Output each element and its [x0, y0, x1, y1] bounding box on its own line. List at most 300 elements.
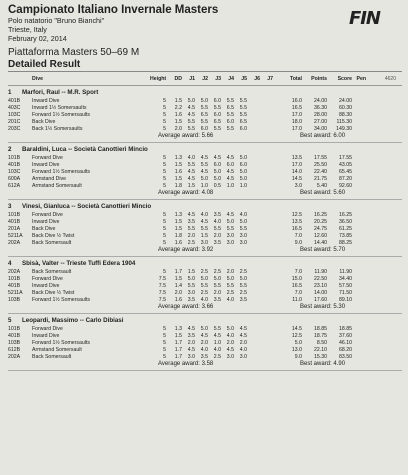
judge-score: 3.0: [226, 240, 234, 246]
judge-score: [247, 183, 260, 190]
judge-score: 5.0: [187, 276, 195, 282]
dive-penalty: [352, 340, 366, 347]
championship-title: Campionato Italiano Invernale Masters: [8, 4, 219, 16]
average-award-label: Average award:: [158, 190, 202, 196]
dive-description: Inward Dive: [32, 162, 60, 168]
judge-score: [260, 283, 273, 290]
dive-points: 20.25: [314, 219, 327, 225]
dive-dd: 1.5: [174, 276, 182, 282]
average-award: [158, 304, 213, 310]
judge-score: [260, 126, 273, 133]
dive-code: 203C: [8, 126, 21, 132]
dive-row: [8, 240, 402, 247]
dive-dd: 2.2: [174, 105, 182, 111]
col-j6: J6: [254, 76, 260, 82]
athlete-header: [8, 259, 402, 269]
dive-points: 34.00: [314, 126, 327, 132]
dive-points: 24.00: [314, 98, 327, 104]
judge-score: [260, 98, 273, 105]
judge-score: [260, 112, 273, 119]
dive-total: 7.0: [294, 290, 302, 296]
dive-total: 14.5: [291, 176, 302, 182]
dive-description: Armstand Dive: [32, 176, 67, 182]
divider: [8, 71, 402, 72]
average-award: [158, 190, 213, 196]
dive-row: [8, 340, 402, 347]
judge-score: 5.5: [213, 126, 221, 132]
dive-row: [8, 297, 402, 304]
judge-score: 3.5: [187, 333, 195, 339]
judge-score: [247, 212, 260, 219]
dive-description: Inward Dive: [32, 98, 60, 104]
dive-height: 7.5: [158, 297, 166, 303]
dive-dd: 1.5: [174, 98, 182, 104]
athlete-rank: 1: [8, 89, 12, 96]
average-award-value: 3.92: [201, 247, 214, 253]
judge-score: [260, 105, 273, 112]
dive-height: 5: [163, 169, 166, 175]
average-award-value: 3.66: [201, 304, 214, 310]
best-award: [300, 247, 345, 253]
dive-row: [8, 162, 402, 169]
dive-total: 14.5: [291, 326, 302, 332]
dive-points: 21.75: [314, 176, 327, 182]
best-award-value: 5.30: [333, 304, 346, 310]
best-award-value: 5.60: [333, 190, 346, 196]
col-blank: [8, 74, 32, 85]
header: [8, 4, 402, 43]
dive-dd: 1.5: [174, 333, 182, 339]
dive-description: Inward Dive: [32, 333, 60, 339]
dive-total: 12.5: [291, 333, 302, 339]
judge-score: 3.0: [187, 354, 195, 360]
dive-total: 17.0: [291, 162, 302, 168]
judge-score: 2.5: [226, 290, 234, 296]
dive-penalty: [352, 155, 366, 162]
dive-code: 401B: [8, 162, 21, 168]
best-award: [300, 361, 345, 367]
judge-score: [260, 290, 273, 297]
dive-dd: 1.4: [174, 283, 182, 289]
judge-score: 3.5: [239, 297, 247, 303]
dive-penalty: [352, 119, 366, 126]
dive-total: 5.0: [294, 340, 302, 346]
dive-height: 5: [163, 155, 166, 161]
dive-penalty: [352, 126, 366, 133]
dive-penalty: [352, 326, 366, 333]
col-j7: J7: [267, 76, 273, 82]
best-award-value: 4.90: [333, 361, 346, 367]
dive-row: [8, 226, 402, 233]
judge-score: 5.5: [200, 283, 208, 289]
judge-score: 5.5: [226, 283, 234, 289]
dive-penalty: [352, 219, 366, 226]
judge-score: 4.5: [226, 155, 234, 161]
dive-dd: 1.3: [174, 326, 182, 332]
dive-score: 34.40: [339, 276, 352, 282]
judge-score: 2.5: [187, 240, 195, 246]
dive-dd: 1.7: [174, 354, 182, 360]
average-award-label: Average award:: [158, 133, 202, 139]
judge-score: 3.0: [187, 290, 195, 296]
col-score: Score: [337, 76, 352, 82]
dive-description: Back Somersault: [32, 354, 72, 360]
judge-score: 2.0: [187, 233, 195, 239]
judge-score: [260, 233, 273, 240]
dive-dd: 1.6: [174, 169, 182, 175]
dive-points: 22.50: [314, 276, 327, 282]
dive-points: 12.60: [314, 233, 327, 239]
dive-height: 5: [163, 105, 166, 111]
dive-code: 5211A: [8, 233, 23, 239]
dive-points: 27.00: [314, 119, 327, 125]
dive-row: [8, 276, 402, 283]
dive-height: 5: [163, 183, 166, 189]
dive-score: 83.50: [339, 354, 352, 360]
dive-points: 14.00: [314, 290, 327, 296]
dive-score: 89.10: [339, 297, 352, 303]
dive-total: 15.0: [291, 276, 302, 282]
judge-score: [260, 276, 273, 283]
best-award-value: 6.00: [333, 133, 346, 139]
judge-score: [260, 340, 273, 347]
dive-score: 88.25: [339, 240, 352, 246]
best-award-value: 5.70: [333, 247, 346, 253]
judge-score: 4.5: [187, 347, 195, 353]
dive-total: 13.5: [291, 219, 302, 225]
dive-height: 5: [163, 347, 166, 353]
judge-score: [260, 347, 273, 354]
athlete-summary: [8, 304, 402, 314]
dive-points: 14.40: [314, 240, 327, 246]
dive-total: 7.0: [294, 269, 302, 275]
judge-score: 4.5: [187, 212, 195, 218]
athlete-rank: 4: [8, 260, 12, 267]
judge-score: [260, 183, 273, 190]
judge-score: 4.5: [239, 333, 247, 339]
average-award-value: 3.58: [201, 361, 214, 367]
judge-score: [260, 226, 273, 233]
date: February 02, 2014: [8, 34, 67, 43]
dive-penalty: [352, 240, 366, 247]
judge-score: 3.5: [213, 297, 221, 303]
judge-score: 5.5: [187, 226, 195, 232]
judge-score: [247, 105, 260, 112]
judge-score: 2.5: [200, 269, 208, 275]
dive-height: 5: [163, 126, 166, 132]
judge-score: 5.0: [226, 219, 234, 225]
dive-total: 16.0: [291, 98, 302, 104]
judge-score: 5.5: [226, 126, 234, 132]
dive-height: 5: [163, 98, 166, 104]
judge-score: 4.5: [226, 212, 234, 218]
dive-score: 37.60: [339, 333, 352, 339]
dive-code: 612B: [8, 347, 21, 353]
judge-score: 3.5: [213, 240, 221, 246]
judge-score: [260, 297, 273, 304]
dive-description: Forward Dive: [32, 276, 63, 282]
dive-total: 13.5: [291, 155, 302, 161]
dive-description: Back Somersault: [32, 240, 72, 246]
judge-score: 6.0: [226, 119, 234, 125]
judge-score: [260, 212, 273, 219]
judge-score: [247, 162, 260, 169]
col-j1: J1: [189, 76, 195, 82]
average-award: [158, 247, 213, 253]
average-award-label: Average award:: [158, 361, 202, 367]
judge-score: 5.0: [239, 276, 247, 282]
dive-dd: 1.8: [174, 183, 182, 189]
dive-height: 5: [163, 212, 166, 218]
dive-score: 88.30: [339, 112, 352, 118]
dive-description: Inward Dive: [32, 283, 60, 289]
dive-dd: 1.3: [174, 155, 182, 161]
athlete-summary: [8, 190, 402, 200]
dive-penalty: [352, 283, 366, 290]
dive-height: 7.5: [158, 276, 166, 282]
dive-points: 17.60: [314, 297, 327, 303]
dive-dd: 1.7: [174, 347, 182, 353]
athlete-header: [8, 202, 402, 212]
judge-score: [247, 276, 260, 283]
average-award-label: Average award:: [158, 304, 202, 310]
judge-score: 3.0: [226, 233, 234, 239]
judge-score: 4.0: [239, 212, 247, 218]
judge-score: 5.5: [200, 119, 208, 125]
judge-score: [260, 162, 273, 169]
judge-score: 5.5: [187, 283, 195, 289]
judge-score: 5.0: [187, 98, 195, 104]
dive-penalty: [352, 169, 366, 176]
judge-score: 4.0: [187, 155, 195, 161]
judge-score: 5.0: [200, 326, 208, 332]
athlete-name: Sbisà, Valter -- Trieste Tuffi Edera 1904: [22, 260, 136, 267]
dive-code: 101B: [8, 212, 21, 218]
dive-total: 17.0: [291, 112, 302, 118]
dive-score: 92.60: [339, 183, 352, 189]
judge-score: 3.5: [200, 354, 208, 360]
athlete-header: [8, 145, 402, 155]
dive-dd: 1.5: [174, 162, 182, 168]
dive-total: 13.0: [291, 347, 302, 353]
section-title: Detailed Result: [8, 59, 81, 70]
dive-score: 61.25: [339, 226, 352, 232]
dive-code: 5211A: [8, 290, 23, 296]
dive-penalty: [352, 290, 366, 297]
dive-height: 5: [163, 219, 166, 225]
judge-score: 4.5: [226, 176, 234, 182]
judge-score: [260, 333, 273, 340]
best-award: [300, 190, 345, 196]
dive-row: [8, 169, 402, 176]
judge-score: 2.0: [187, 340, 195, 346]
dive-score: 87.20: [339, 176, 352, 182]
judge-score: 2.5: [213, 354, 221, 360]
dive-dd: 1.5: [174, 226, 182, 232]
judge-score: 2.5: [200, 290, 208, 296]
dive-points: 22.40: [314, 169, 327, 175]
judge-score: 5.0: [200, 98, 208, 104]
best-award-label: Best award:: [300, 190, 334, 196]
average-award-value: 5.66: [201, 133, 214, 139]
col-j4: J4: [228, 76, 234, 82]
dive-height: 5: [163, 340, 166, 346]
dive-score: 65.45: [339, 169, 352, 175]
dive-score: 73.85: [339, 233, 352, 239]
judge-score: 2.0: [213, 233, 221, 239]
judge-score: [247, 240, 260, 247]
dive-points: 18.85: [314, 326, 327, 332]
dive-penalty: [352, 269, 366, 276]
athlete-name: Marfori, Raul -- M.R. Sport: [22, 89, 99, 96]
dive-score: 16.25: [339, 212, 352, 218]
dive-code: 401B: [8, 219, 21, 225]
judge-score: 2.0: [239, 340, 247, 346]
judge-score: [247, 283, 260, 290]
dive-score: 60.30: [339, 105, 352, 111]
col-dd: DD: [174, 76, 182, 82]
judge-score: [260, 176, 273, 183]
dive-score: 43.05: [339, 162, 352, 168]
dive-score: 11.90: [339, 269, 352, 275]
dive-points: 28.00: [314, 112, 327, 118]
judge-score: 2.5: [239, 269, 247, 275]
dive-score: 57.50: [339, 283, 352, 289]
judge-score: 2.0: [213, 290, 221, 296]
dive-penalty: [352, 176, 366, 183]
best-award-label: Best award:: [300, 304, 334, 310]
dive-total: 9.0: [294, 240, 302, 246]
judge-score: 4.5: [187, 326, 195, 332]
judge-score: [247, 290, 260, 297]
judge-score: [247, 112, 260, 119]
dive-row: [8, 219, 402, 226]
col-points: Points: [311, 76, 327, 82]
dive-description: Inward Dive: [32, 219, 60, 225]
athlete-block: [8, 202, 402, 257]
event-title: Piattaforma Masters 50–69 M: [8, 47, 140, 58]
judge-score: 2.0: [200, 340, 208, 346]
judge-score: 4.0: [226, 297, 234, 303]
best-award-label: Best award:: [300, 361, 334, 367]
dive-penalty: [352, 212, 366, 219]
dive-dd: 1.7: [174, 269, 182, 275]
dive-code: 202A: [8, 240, 21, 246]
athlete-summary: [8, 247, 402, 257]
dive-code: 202A: [8, 354, 21, 360]
fin-logo: FIN: [348, 8, 380, 29]
judge-score: 5.5: [226, 98, 234, 104]
average-award-value: 4.08: [201, 190, 214, 196]
judge-score: [247, 98, 260, 105]
dive-penalty: [352, 333, 366, 340]
dive-total: 14.0: [291, 169, 302, 175]
dive-penalty: [352, 297, 366, 304]
dive-description: Back Dive: [32, 226, 56, 232]
judge-score: 3.5: [187, 297, 195, 303]
dive-row: [8, 98, 402, 105]
dive-penalty: [352, 226, 366, 233]
best-award: [300, 133, 345, 139]
col-dive: Dive: [32, 76, 43, 82]
judge-score: 5.5: [239, 112, 247, 118]
dive-points: 24.75: [314, 226, 327, 232]
dive-dd: 1.6: [174, 240, 182, 246]
dive-description: Forward 1½ Somersaults: [32, 340, 90, 346]
dive-code: 401B: [8, 283, 21, 289]
athlete-block: [8, 259, 402, 314]
judge-score: 4.0: [239, 347, 247, 353]
dive-row: [8, 233, 402, 240]
dive-total: 9.0: [294, 354, 302, 360]
dive-penalty: [352, 105, 366, 112]
dive-description: Forward 1½ Somersaults: [32, 169, 90, 175]
judge-score: [247, 340, 260, 347]
judge-score: 6.5: [239, 119, 247, 125]
dive-height: 5: [163, 326, 166, 332]
dive-points: 22.10: [314, 347, 327, 353]
athlete-name: Baraldini, Luca -- Società Canottieri Mincio: [22, 146, 148, 153]
judge-score: [260, 219, 273, 226]
judge-score: 2.5: [239, 290, 247, 296]
judge-score: 3.0: [226, 354, 234, 360]
judge-score: 6.5: [226, 105, 234, 111]
judge-score: 5.5: [200, 162, 208, 168]
judge-score: 5.5: [213, 105, 221, 111]
judge-score: 5.0: [213, 276, 221, 282]
judge-score: 5.5: [213, 226, 221, 232]
judge-score: 5.0: [213, 169, 221, 175]
judge-score: 4.5: [187, 176, 195, 182]
dive-score: 36.50: [339, 219, 352, 225]
dive-points: 18.75: [314, 333, 327, 339]
judge-score: 1.0: [239, 183, 247, 189]
judge-score: 5.0: [239, 219, 247, 225]
judge-score: 4.5: [226, 169, 234, 175]
judge-score: 4.0: [200, 212, 208, 218]
dive-code: 101B: [8, 276, 21, 282]
judge-score: 5.0: [226, 326, 234, 332]
athlete-header: [8, 316, 402, 326]
dive-points: 5.40: [316, 183, 327, 189]
col-height: Height: [150, 76, 167, 82]
judge-score: [260, 269, 273, 276]
dive-row: [8, 126, 402, 133]
dive-height: 5: [163, 233, 166, 239]
judge-score: [260, 155, 273, 162]
dive-penalty: [352, 233, 366, 240]
dive-description: Forward Dive: [32, 326, 63, 332]
judge-score: 5.0: [200, 176, 208, 182]
judge-score: 1.0: [226, 183, 234, 189]
judge-score: 6.0: [213, 112, 221, 118]
dive-code: 101B: [8, 326, 21, 332]
dive-description: Inward 1½ Somersaults: [32, 105, 87, 111]
dive-score: 149.30: [336, 126, 352, 132]
dive-points: 17.55: [314, 155, 327, 161]
dive-height: 7.5: [158, 283, 166, 289]
dive-row: [8, 183, 402, 190]
dive-description: Back Dive ½ Twist: [32, 290, 75, 296]
dive-dd: 2.0: [174, 290, 182, 296]
dive-code: 201C: [8, 119, 21, 125]
dive-row: [8, 283, 402, 290]
judge-score: 2.0: [226, 269, 234, 275]
judge-score: 6.0: [239, 126, 247, 132]
dive-dd: 1.3: [174, 212, 182, 218]
judge-score: [247, 269, 260, 276]
dive-height: 5: [163, 269, 166, 275]
